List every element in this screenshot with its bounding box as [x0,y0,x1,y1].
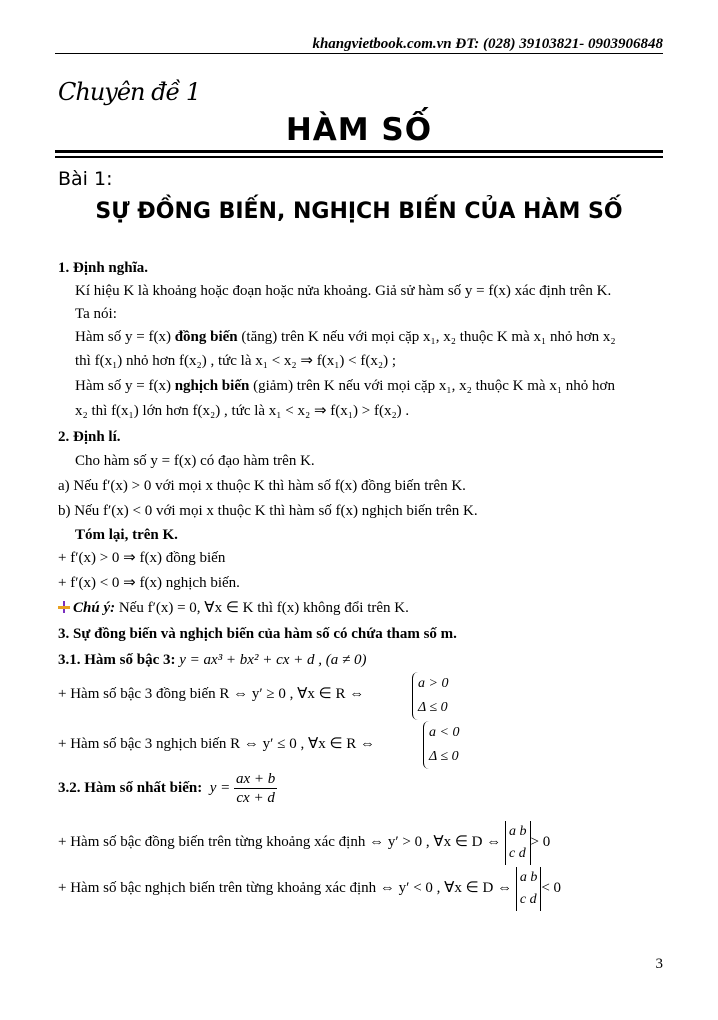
section-1-heading: 1. Định nghĩa. [58,260,149,276]
section-3-heading: 3. Sự đồng biến và nghịch biến của hàm số có chứa tham số m. [58,626,457,642]
case: a < 0 [429,725,460,740]
note-label: Chú ý: [73,600,116,616]
determinant [516,867,542,911]
lesson-title: SỰ ĐỒNG BIẾN, NGHỊCH BIẾN CỦA HÀM SỐ [95,199,623,224]
text: Hàm số y = f(x) [75,329,175,345]
section-2-heading: 2. Định lí. [58,429,121,445]
text: + Hàm số bậc nghịch biến trên từng khoảng xác định ⇔ y′ < 0 , ∀x ∈ D ⇔ [58,880,513,896]
chapter-label: Chuyên đề 1 [58,78,201,106]
rule-row: + Hàm số bậc 3 đồng biến R ⇔ y′ ≥ 0 , ∀x ∈ R ⇔ [58,686,365,702]
text: (giảm) trên K nếu với mọi cặp x₁, x₂ thuộc K mà x₁ nhỏ hơn [249,378,615,394]
paragraph: Kí hiệu K là khoảng hoặc đoạn hoặc nửa khoảng. Giả sử hàm số y = f(x) xác định trên K. [75,283,612,299]
fraction [234,770,277,807]
cases-brace [423,721,459,769]
det-cell: a [509,823,517,839]
item-b: b) Nếu f′(x) < 0 với mọi x thuộc K thì hàm số f(x) nghịch biến trên K. [58,503,478,519]
text: < 0 [541,880,562,896]
note-text: Nếu f′(x) = 0, ∀x ∈ K thì f(x) không đổi trên K. [115,600,409,616]
det-cell: c [509,845,516,861]
det-cell: d [529,891,537,907]
paragraph: thì f(x₁) nhỏ hơn f(x₂) , tức là x₁ < x₂ ⇒ f(x₁) < f(x₂) ; [75,353,397,369]
det-cell: b [530,869,538,885]
page-number: 3 [655,956,663,972]
rule-row [58,820,550,865]
cases-brace [412,672,448,720]
det-cell: c [519,891,527,907]
bold-term: nghịch biến [174,378,250,394]
text: Hàm số y = f(x) [75,378,175,394]
denominator: cx + d [236,790,275,807]
subsection-3-1 [58,651,367,669]
paragraph [75,377,615,395]
det-cell: b [519,823,527,839]
paragraph: x₂ thì f(x₁) lớn hơn f(x₂) , tức là x₁ < x₂ ⇒ f(x₁) > f(x₂) . [75,403,410,419]
title-rule [55,150,663,153]
text: > 0 [530,834,551,850]
note [58,599,409,617]
summary-item: + f′(x) < 0 ⇒ f(x) nghịch biến. [58,575,240,591]
numerator: ax + b [235,771,276,788]
case: a > 0 [418,676,449,691]
paragraph [75,328,616,346]
summary: Tóm lại, trên K. [75,527,178,543]
case: Δ ≤ 0 [418,700,448,715]
text: + Hàm số bậc đồng biến trên từng khoảng xác định ⇔ y′ > 0 , ∀x ∈ D ⇔ [58,834,502,850]
page-header: khangvietbook.com.vn ĐT: (028) 39103821- 0903906848 [312,36,663,52]
subheading: 3.2. Hàm số nhất biến: [58,780,203,796]
formula: y = [209,780,231,796]
title-rule-thin [55,156,663,158]
bold-term: đồng biến [174,329,238,345]
item-a: a) Nếu f′(x) > 0 với mọi x thuộc K thì hàm số f(x) đồng biến trên K. [58,478,466,494]
rule-row [58,866,561,911]
subheading: 3.1. Hàm số bậc 3: [58,652,176,668]
subsection-3-2 [58,768,277,808]
determinant [505,821,531,865]
formula: y = ax³ + bx² + cx + d , (a ≠ 0) [179,652,367,668]
text: (tăng) trên K nếu với mọi cặp x₁, x₂ thuộc K mà x₁ nhỏ hơn x₂ [237,329,616,345]
rule-row: + Hàm số bậc 3 nghịch biến R ⇔ y′ ≤ 0 , ∀x ∈ R ⇔ [58,736,376,752]
chapter-title: HÀM SỐ [285,112,433,148]
lesson-label: Bài 1: [58,168,113,190]
header-rule [55,53,663,54]
pin-icon [58,601,70,613]
det-cell: d [518,845,526,861]
paragraph: Cho hàm số y = f(x) có đạo hàm trên K. [75,453,315,469]
case: Δ ≤ 0 [429,749,459,764]
paragraph: Ta nói: [75,306,117,322]
det-cell: a [519,869,527,885]
summary-item: + f′(x) > 0 ⇒ f(x) đồng biến [58,550,226,566]
